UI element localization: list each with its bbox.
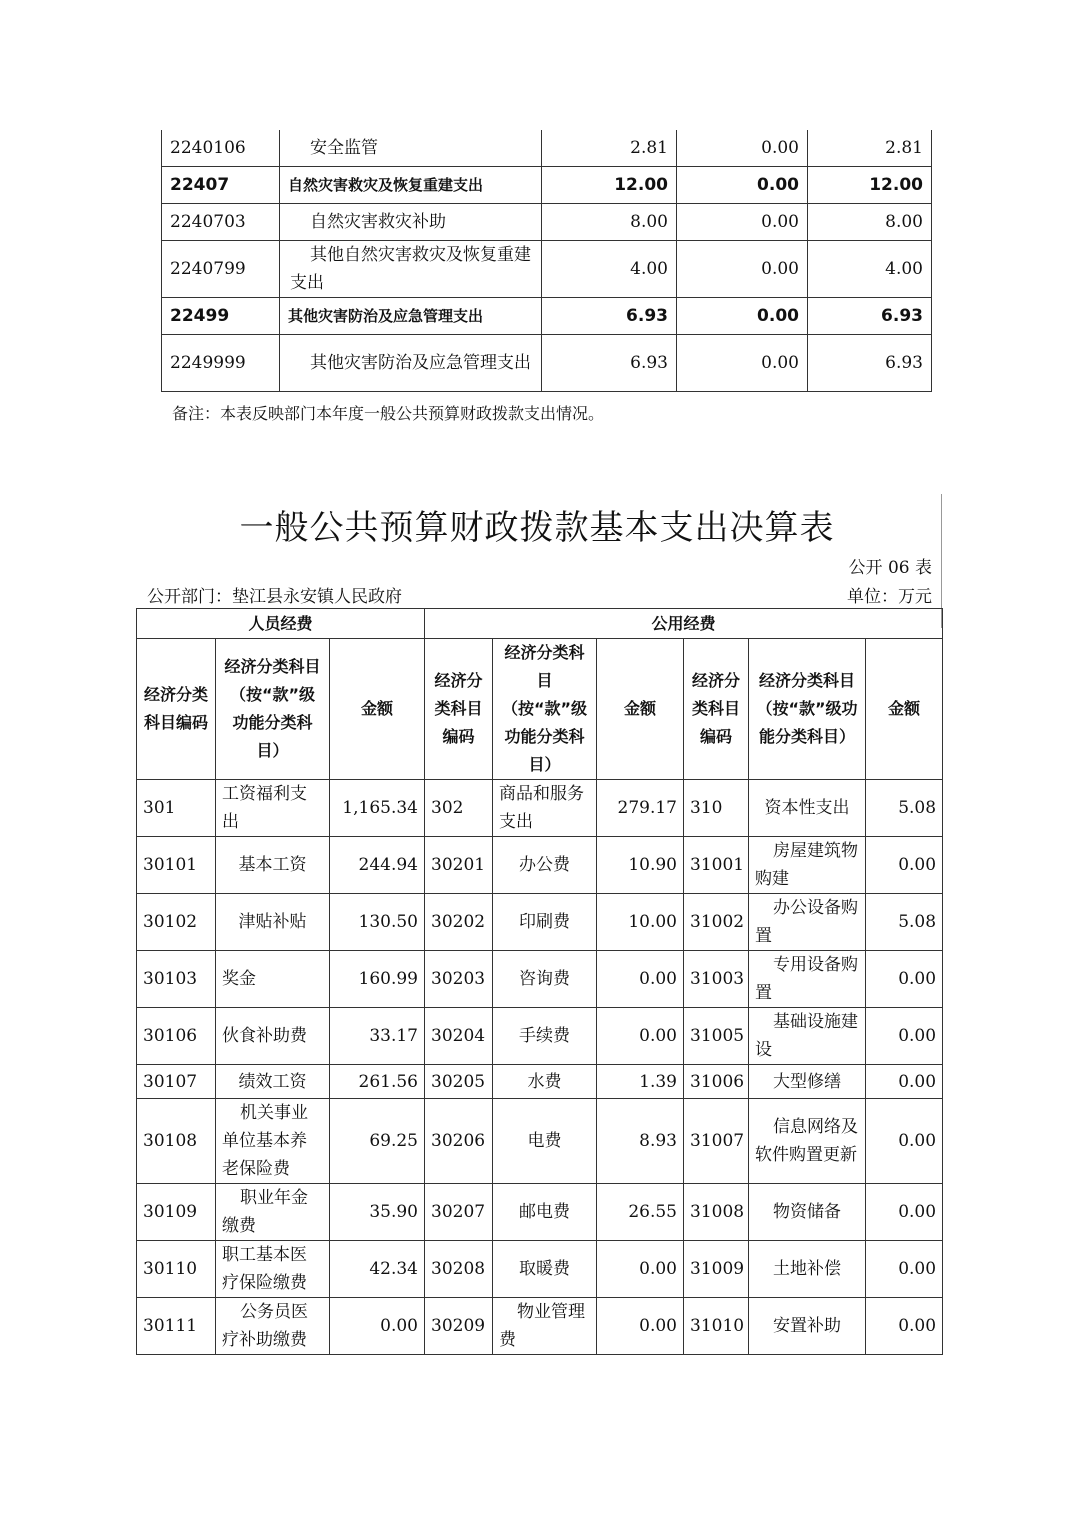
- amount-cell: 0.00: [330, 1298, 425, 1355]
- name-cell: 手续费: [493, 1008, 597, 1065]
- code-cell: 30101: [137, 837, 216, 894]
- amount-cell: 0.00: [866, 1298, 943, 1355]
- name-cell: 绩效工资: [216, 1065, 330, 1099]
- name-cell: [749, 951, 866, 1008]
- col-header-code: 经济分类科目编码: [425, 639, 493, 780]
- code-cell: 30208: [425, 1241, 493, 1298]
- amount-cell: 6.93: [808, 298, 932, 335]
- name-text: 信息网络及软件购置更新: [755, 1117, 858, 1165]
- amount-cell: 8.00: [542, 204, 677, 241]
- name-cell: 土地补偿: [749, 1241, 866, 1298]
- page-title: 一般公共预算财政拨款基本支出决算表: [239, 508, 835, 548]
- column-header-row: [137, 639, 943, 780]
- amount-cell: 0.00: [677, 130, 808, 167]
- table-row: [162, 298, 932, 335]
- amount-cell: 0.00: [677, 241, 808, 298]
- code-cell: 30108: [137, 1099, 216, 1184]
- code-cell: 30103: [137, 951, 216, 1008]
- name-cell: 奖金: [216, 951, 330, 1008]
- table-row: [137, 1241, 943, 1298]
- amount-cell: 244.94: [330, 837, 425, 894]
- table-row: [137, 1298, 943, 1355]
- amount-cell: 0.00: [677, 167, 808, 204]
- col-header-name: 经济分类科目（按“款”级功能分类科目）: [216, 639, 330, 780]
- name-text: 公务员医疗补助缴费: [222, 1302, 308, 1350]
- name-cell: [749, 837, 866, 894]
- table-note: 备注：本表反映部门本年度一般公共预算财政拨款支出情况。: [172, 404, 605, 423]
- table-row: [162, 241, 932, 298]
- code-cell: 310: [684, 780, 749, 837]
- amount-cell: 130.50: [330, 894, 425, 951]
- code-cell: 2240799: [162, 241, 280, 298]
- amount-cell: 0.00: [866, 1099, 943, 1184]
- name-cell: 安全监管: [280, 130, 542, 167]
- name-cell: 自然灾害救灾补助: [280, 204, 542, 241]
- code-cell: 22499: [162, 298, 280, 335]
- name-text: 其他自然灾害救灾及恢复重建支出: [290, 245, 531, 293]
- amount-cell: 10.90: [597, 837, 684, 894]
- table-row: [162, 130, 932, 167]
- code-cell: 30106: [137, 1008, 216, 1065]
- code-cell: 2240703: [162, 204, 280, 241]
- table-row: [137, 837, 943, 894]
- name-cell: 自然灾害救灾及恢复重建支出: [280, 167, 542, 204]
- code-cell: 30102: [137, 894, 216, 951]
- code-cell: 31001: [684, 837, 749, 894]
- name-cell: [749, 1099, 866, 1184]
- amount-cell: 2.81: [542, 130, 677, 167]
- code-cell: 30109: [137, 1184, 216, 1241]
- name-text: 专用设备购置: [755, 955, 858, 1003]
- name-cell: 基本工资: [216, 837, 330, 894]
- department-label: 公开部门：垫江县永安镇人民政府: [147, 587, 402, 607]
- amount-cell: 0.00: [597, 1241, 684, 1298]
- col-header-name: 经济分类科目（按“款”级功能分类科目）: [749, 639, 866, 780]
- amount-cell: 0.00: [677, 335, 808, 392]
- table-row: [137, 1099, 943, 1184]
- amount-cell: 0.00: [866, 1184, 943, 1241]
- name-cell: [749, 1008, 866, 1065]
- col-header-amount: 金额: [330, 639, 425, 780]
- code-cell: 301: [137, 780, 216, 837]
- code-cell: 30107: [137, 1065, 216, 1099]
- amount-cell: 6.93: [542, 335, 677, 392]
- name-cell: 商品和服务支出: [493, 780, 597, 837]
- amount-cell: 5.08: [866, 780, 943, 837]
- col-header-amount: 金额: [866, 639, 943, 780]
- code-cell: 31006: [684, 1065, 749, 1099]
- name-cell: 伙食补助费: [216, 1008, 330, 1065]
- amount-cell: 2.81: [808, 130, 932, 167]
- appropriation-expenditure-table: [161, 130, 932, 392]
- code-cell: 302: [425, 780, 493, 837]
- unit-label: 单位：万元: [847, 587, 932, 607]
- table-row: [137, 1065, 943, 1099]
- name-cell: [493, 1298, 597, 1355]
- amount-cell: 0.00: [866, 951, 943, 1008]
- amount-cell: 279.17: [597, 780, 684, 837]
- amount-cell: 0.00: [677, 298, 808, 335]
- table-row: [137, 951, 943, 1008]
- code-cell: 30110: [137, 1241, 216, 1298]
- amount-cell: 8.00: [808, 204, 932, 241]
- table-row: [162, 167, 932, 204]
- col-header-code: 经济分类科目编码: [684, 639, 749, 780]
- amount-cell: 42.34: [330, 1241, 425, 1298]
- table-row: [162, 204, 932, 241]
- amount-cell: 1.39: [597, 1065, 684, 1099]
- amount-cell: 26.55: [597, 1184, 684, 1241]
- code-cell: 31002: [684, 894, 749, 951]
- name-cell: 职工基本医疗保险缴费: [216, 1241, 330, 1298]
- name-cell: [280, 241, 542, 298]
- name-text: 职业年金缴费: [222, 1188, 308, 1236]
- name-text: 物业管理费: [499, 1302, 585, 1350]
- name-cell: [216, 1099, 330, 1184]
- name-cell: 电费: [493, 1099, 597, 1184]
- name-cell: 物资储备: [749, 1184, 866, 1241]
- amount-cell: 0.00: [866, 837, 943, 894]
- name-cell: [216, 1184, 330, 1241]
- code-cell: 31009: [684, 1241, 749, 1298]
- name-cell: [216, 1298, 330, 1355]
- name-cell: 取暖费: [493, 1241, 597, 1298]
- amount-cell: 69.25: [330, 1099, 425, 1184]
- amount-cell: 6.93: [542, 298, 677, 335]
- code-cell: 30111: [137, 1298, 216, 1355]
- table-row: [137, 894, 943, 951]
- group-public-header: 公用经费: [425, 609, 943, 639]
- table-row: [137, 1184, 943, 1241]
- amount-cell: 33.17: [330, 1008, 425, 1065]
- name-text: 其他灾害防治及应急管理支出: [310, 353, 531, 373]
- name-cell: 资本性支出: [749, 780, 866, 837]
- name-text: 房屋建筑物购建: [755, 841, 858, 889]
- name-cell: [280, 335, 542, 392]
- table-id-label: 公开 06 表: [848, 558, 932, 578]
- code-cell: 30203: [425, 951, 493, 1008]
- code-cell: 30204: [425, 1008, 493, 1065]
- name-text: 基础设施建设: [755, 1012, 858, 1060]
- table-row: [162, 335, 932, 392]
- amount-cell: 0.00: [677, 204, 808, 241]
- col-header-code: 经济分类科目编码: [137, 639, 216, 780]
- amount-cell: 261.56: [330, 1065, 425, 1099]
- name-cell: 津贴补贴: [216, 894, 330, 951]
- code-cell: 30207: [425, 1184, 493, 1241]
- code-cell: 31008: [684, 1184, 749, 1241]
- amount-cell: 0.00: [597, 951, 684, 1008]
- amount-cell: 35.90: [330, 1184, 425, 1241]
- name-text: 办公设备购置: [755, 898, 858, 946]
- amount-cell: 12.00: [808, 167, 932, 204]
- name-cell: [749, 894, 866, 951]
- code-cell: 31005: [684, 1008, 749, 1065]
- amount-cell: 4.00: [808, 241, 932, 298]
- code-cell: 22407: [162, 167, 280, 204]
- code-cell: 30206: [425, 1099, 493, 1184]
- code-cell: 2240106: [162, 130, 280, 167]
- name-cell: 工资福利支出: [216, 780, 330, 837]
- name-cell: 咨询费: [493, 951, 597, 1008]
- amount-cell: 0.00: [866, 1241, 943, 1298]
- name-cell: 大型修缮: [749, 1065, 866, 1099]
- code-cell: 31003: [684, 951, 749, 1008]
- amount-cell: 1,165.34: [330, 780, 425, 837]
- code-cell: 30202: [425, 894, 493, 951]
- amount-cell: 12.00: [542, 167, 677, 204]
- amount-cell: 5.08: [866, 894, 943, 951]
- name-cell: 印刷费: [493, 894, 597, 951]
- table-row: [137, 1008, 943, 1065]
- code-cell: 31010: [684, 1298, 749, 1355]
- code-cell: 30205: [425, 1065, 493, 1099]
- name-text: 机关事业单位基本养老保险费: [222, 1103, 308, 1179]
- amount-cell: 10.00: [597, 894, 684, 951]
- name-cell: 水费: [493, 1065, 597, 1099]
- amount-cell: 0.00: [597, 1008, 684, 1065]
- name-cell: 邮电费: [493, 1184, 597, 1241]
- amount-cell: 0.00: [597, 1298, 684, 1355]
- col-header-name: 经济分类科目（按“款”级功能分类科目）: [493, 639, 597, 780]
- table-row: [137, 780, 943, 837]
- amount-cell: 0.00: [866, 1008, 943, 1065]
- code-cell: 2249999: [162, 335, 280, 392]
- amount-cell: 6.93: [808, 335, 932, 392]
- amount-cell: 0.00: [866, 1065, 943, 1099]
- name-cell: 办公费: [493, 837, 597, 894]
- name-cell: 其他灾害防治及应急管理支出: [280, 298, 542, 335]
- code-cell: 30209: [425, 1298, 493, 1355]
- amount-cell: 160.99: [330, 951, 425, 1008]
- amount-cell: 8.93: [597, 1099, 684, 1184]
- amount-cell: 4.00: [542, 241, 677, 298]
- name-cell: 安置补助: [749, 1298, 866, 1355]
- col-header-amount: 金额: [597, 639, 684, 780]
- code-cell: 31007: [684, 1099, 749, 1184]
- basic-expenditure-table: [136, 608, 943, 1355]
- group-personnel-header: 人员经费: [137, 609, 425, 639]
- group-header-row: [137, 609, 943, 639]
- code-cell: 30201: [425, 837, 493, 894]
